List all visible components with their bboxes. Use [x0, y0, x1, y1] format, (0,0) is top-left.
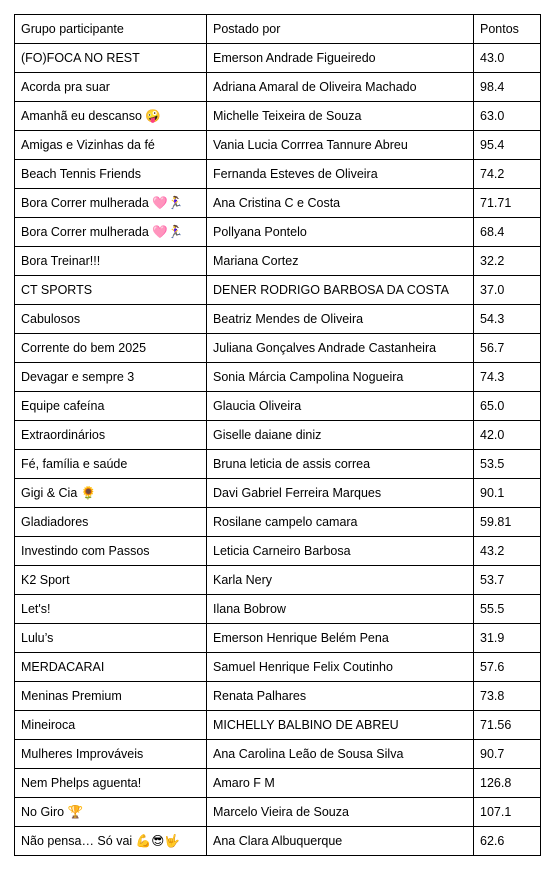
cell-posted-by: DENER RODRIGO BARBOSA DA COSTA: [207, 276, 474, 305]
table-row: [15, 131, 541, 160]
cell-posted-by: Emerson Henrique Belém Pena: [207, 624, 474, 653]
table-row: [15, 160, 541, 189]
cell-group: Equipe cafeína: [15, 392, 207, 421]
table-row: [15, 421, 541, 450]
cell-points: 90.7: [474, 740, 541, 769]
cell-group: Corrente do bem 2025: [15, 334, 207, 363]
cell-group: Amigas e Vizinhas da fé: [15, 131, 207, 160]
table-row: [15, 44, 541, 73]
cell-posted-by: Emerson Andrade Figueiredo: [207, 44, 474, 73]
cell-points: 68.4: [474, 218, 541, 247]
table-row: [15, 73, 541, 102]
cell-posted-by: Ana Carolina Leão de Sousa Silva: [207, 740, 474, 769]
cell-points: 107.1: [474, 798, 541, 827]
cell-points: 32.2: [474, 247, 541, 276]
cell-posted-by: Juliana Gonçalves Andrade Castanheira: [207, 334, 474, 363]
cell-points: 42.0: [474, 421, 541, 450]
cell-posted-by: Renata Palhares: [207, 682, 474, 711]
cell-points: 37.0: [474, 276, 541, 305]
cell-points: 53.7: [474, 566, 541, 595]
table-row: [15, 479, 541, 508]
table-row: [15, 711, 541, 740]
cell-posted-by: Leticia Carneiro Barbosa: [207, 537, 474, 566]
table-row: [15, 624, 541, 653]
table-row: [15, 334, 541, 363]
cell-points: 57.6: [474, 653, 541, 682]
cell-points: 43.0: [474, 44, 541, 73]
cell-points: 74.3: [474, 363, 541, 392]
table-row: [15, 653, 541, 682]
cell-posted-by: Beatriz Mendes de Oliveira: [207, 305, 474, 334]
cell-posted-by: Mariana Cortez: [207, 247, 474, 276]
table-row: [15, 508, 541, 537]
cell-group: Fé, família e saúde: [15, 450, 207, 479]
cell-points: 71.56: [474, 711, 541, 740]
cell-points: 98.4: [474, 73, 541, 102]
cell-points: 74.2: [474, 160, 541, 189]
table-row: [15, 392, 541, 421]
cell-group: Gladiadores: [15, 508, 207, 537]
cell-posted-by: Vania Lucia Corrrea Tannure Abreu: [207, 131, 474, 160]
header-posted-by: Postado por: [207, 15, 474, 44]
cell-group: Amanhã eu descanso 🤪: [15, 102, 207, 131]
cell-group: K2 Sport: [15, 566, 207, 595]
results-table-container: [14, 14, 541, 856]
table-row: [15, 189, 541, 218]
cell-group: Nem Phelps aguenta!: [15, 769, 207, 798]
table-row: [15, 595, 541, 624]
table-row: [15, 798, 541, 827]
cell-group: Bora Correr mulherada 🩷🏃‍♀️: [15, 218, 207, 247]
table-row: [15, 450, 541, 479]
results-table-body: [15, 15, 541, 856]
cell-group: No Giro 🏆: [15, 798, 207, 827]
cell-group: Acorda pra suar: [15, 73, 207, 102]
cell-points: 55.5: [474, 595, 541, 624]
cell-posted-by: Bruna leticia de assis correa: [207, 450, 474, 479]
cell-points: 63.0: [474, 102, 541, 131]
cell-group: Não pensa… Só vai 💪😎🤟: [15, 827, 207, 856]
cell-group: Mineiroca: [15, 711, 207, 740]
results-table: [14, 14, 541, 856]
cell-posted-by: Samuel Henrique Felix Coutinho: [207, 653, 474, 682]
cell-points: 95.4: [474, 131, 541, 160]
cell-group: Mulheres Improváveis: [15, 740, 207, 769]
table-row: [15, 218, 541, 247]
cell-posted-by: Davi Gabriel Ferreira Marques: [207, 479, 474, 508]
cell-group: Investindo com Passos: [15, 537, 207, 566]
cell-points: 59.81: [474, 508, 541, 537]
cell-group: Devagar e sempre 3: [15, 363, 207, 392]
cell-posted-by: Pollyana Pontelo: [207, 218, 474, 247]
cell-group: Cabulosos: [15, 305, 207, 334]
cell-posted-by: Ana Cristina C e Costa: [207, 189, 474, 218]
cell-points: 56.7: [474, 334, 541, 363]
cell-points: 71.71: [474, 189, 541, 218]
cell-group: (FO)FOCA NO REST: [15, 44, 207, 73]
cell-posted-by: Michelle Teixeira de Souza: [207, 102, 474, 131]
cell-group: Beach Tennis Friends: [15, 160, 207, 189]
table-row: [15, 363, 541, 392]
table-row: [15, 769, 541, 798]
cell-group: Let's!: [15, 595, 207, 624]
cell-posted-by: Sonia Márcia Campolina Nogueira: [207, 363, 474, 392]
cell-points: 65.0: [474, 392, 541, 421]
cell-posted-by: Amaro F M: [207, 769, 474, 798]
cell-points: 90.1: [474, 479, 541, 508]
cell-posted-by: Karla Nery: [207, 566, 474, 595]
cell-posted-by: Fernanda Esteves de Oliveira: [207, 160, 474, 189]
cell-points: 62.6: [474, 827, 541, 856]
cell-posted-by: Ilana Bobrow: [207, 595, 474, 624]
cell-points: 31.9: [474, 624, 541, 653]
header-points: Pontos: [474, 15, 541, 44]
cell-group: Extraordinários: [15, 421, 207, 450]
table-row: [15, 827, 541, 856]
cell-posted-by: MICHELLY BALBINO DE ABREU: [207, 711, 474, 740]
cell-group: Meninas Premium: [15, 682, 207, 711]
cell-points: 53.5: [474, 450, 541, 479]
cell-group: Lulu’s: [15, 624, 207, 653]
table-row: [15, 740, 541, 769]
cell-group: Gigi & Cia 🌻: [15, 479, 207, 508]
cell-posted-by: Giselle daiane diniz: [207, 421, 474, 450]
cell-posted-by: Glaucia Oliveira: [207, 392, 474, 421]
table-row: [15, 247, 541, 276]
cell-posted-by: Marcelo Vieira de Souza: [207, 798, 474, 827]
table-row: [15, 566, 541, 595]
cell-points: 54.3: [474, 305, 541, 334]
cell-group: Bora Correr mulherada 🩷🏃‍♀️: [15, 189, 207, 218]
table-row: [15, 305, 541, 334]
table-row: [15, 102, 541, 131]
cell-points: 126.8: [474, 769, 541, 798]
cell-posted-by: Adriana Amaral de Oliveira Machado: [207, 73, 474, 102]
table-row: [15, 537, 541, 566]
cell-group: CT SPORTS: [15, 276, 207, 305]
table-row: [15, 276, 541, 305]
cell-posted-by: Ana Clara Albuquerque: [207, 827, 474, 856]
cell-points: 73.8: [474, 682, 541, 711]
cell-group: MERDACARAI: [15, 653, 207, 682]
table-row: [15, 682, 541, 711]
table-header-row: [15, 15, 541, 44]
header-group: Grupo participante: [15, 15, 207, 44]
cell-group: Bora Treinar!!!: [15, 247, 207, 276]
cell-points: 43.2: [474, 537, 541, 566]
cell-posted-by: Rosilane campelo camara: [207, 508, 474, 537]
